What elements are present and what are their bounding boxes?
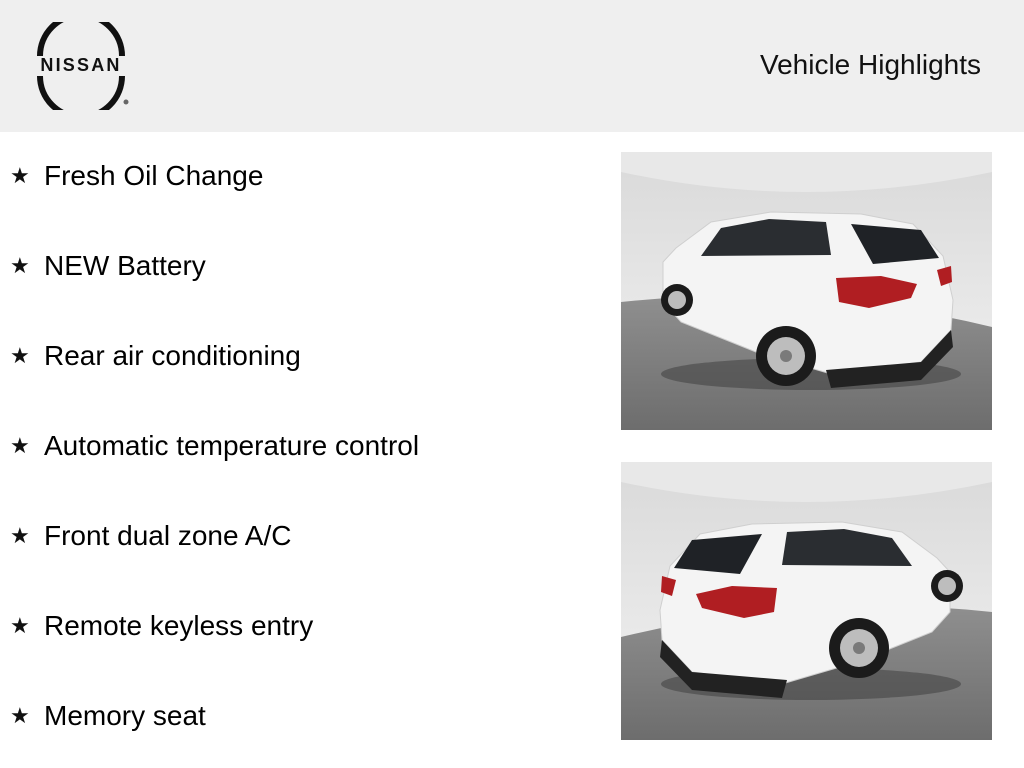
highlight-item [10,156,263,196]
highlight-label: Automatic temperature control [44,430,420,461]
highlight-item [10,336,301,376]
page-title: Vehicle Highlights [759,49,981,80]
highlight-item [10,696,206,736]
star-icon: ★ [10,613,30,638]
highlight-label: Memory seat [44,700,206,731]
highlight-item [10,246,206,286]
header [0,0,1024,132]
highlight-item [10,426,419,466]
highlight-label: Fresh Oil Change [44,160,264,191]
star-icon: ★ [10,433,30,458]
nissan-logo-icon [28,22,138,110]
star-icon: ★ [10,253,30,278]
star-icon: ★ [10,163,30,188]
brand-wordmark: NISSAN [40,55,122,75]
highlight-item [10,606,313,646]
highlight-label: Remote keyless entry [44,610,314,641]
vehicle-photo-1 [621,152,992,430]
star-icon: ★ [10,343,30,368]
highlight-label: NEW Battery [44,250,206,281]
star-icon: ★ [10,523,30,548]
vehicle-photo-2 [621,462,992,740]
highlight-label: Front dual zone A/C [44,520,292,551]
highlight-label: Rear air conditioning [44,340,301,371]
highlight-item [10,516,291,556]
star-icon: ★ [10,703,30,728]
